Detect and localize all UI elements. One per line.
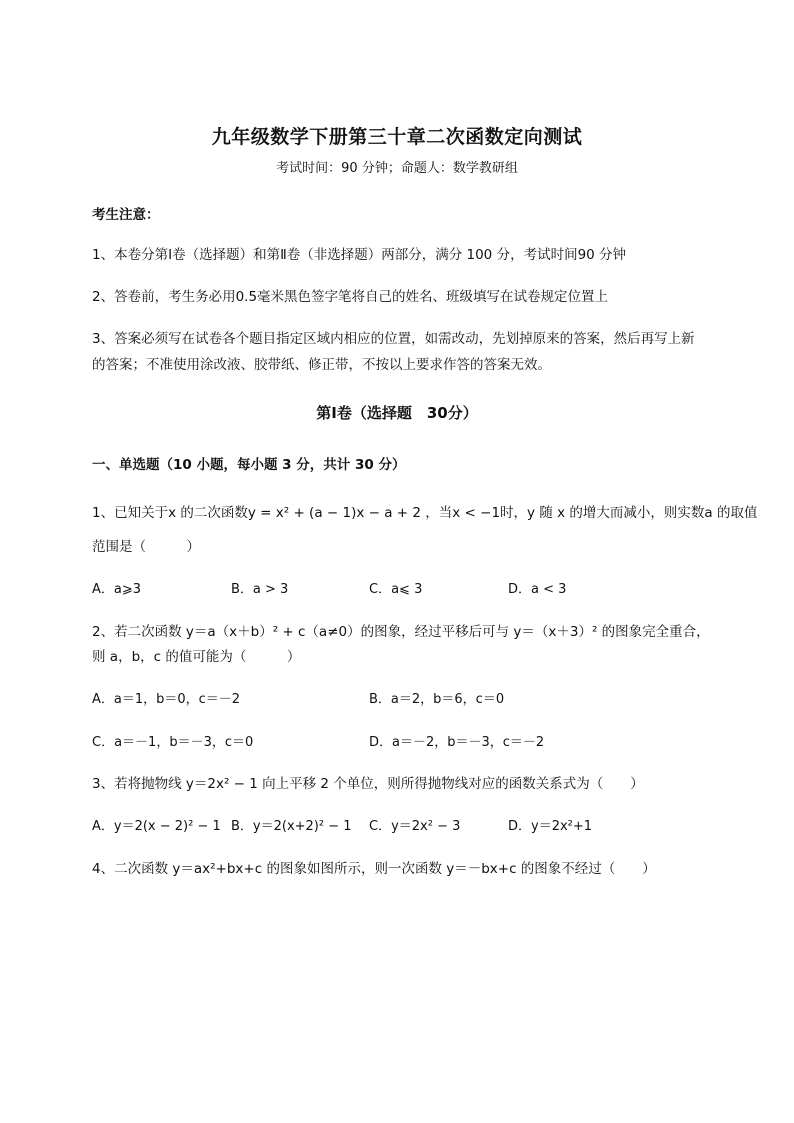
question-2-option-b: B．a＝2，b＝6，c＝0 (369, 692, 505, 707)
question-1-option-b: B．a > 3 (231, 582, 289, 597)
exam-info: 考试时间：90 分钟；命题人：数学教研组 (276, 161, 518, 176)
question-2-text-cont: 则 a，b，c 的值可能为（ ） (92, 649, 301, 665)
question-3-option-d: D．y＝2x²+1 (508, 819, 593, 834)
question-1-option-c: C．a⩽ 3 (369, 582, 423, 597)
notice-item-2: 2、答卷前，考生务必用0.5毫米黑色签字笔将自己的姓名、班级填写在试卷规定位置上 (92, 289, 609, 305)
page-title: 九年级数学下册第三十章二次函数定向测试 (211, 126, 583, 148)
notice-heading: 考生注意： (92, 207, 160, 223)
notice-item-3: 3、答案必须写在试卷各个题目指定区域内相应的位置，如需改动，先划掉原来的答案，然后再写上新 (92, 331, 695, 347)
question-2-option-c: C．a＝－1，b＝－3，c＝0 (92, 735, 254, 750)
notice-item-1: 1、本卷分第Ⅰ卷（选择题）和第Ⅱ卷（非选择题）两部分，满分 100 分，考试时间90 分钟 (92, 247, 627, 263)
question-3-option-b: B．y＝2(x+2)² − 1 (231, 819, 352, 834)
question-1-text: 1、已知关于x 的二次函数y = x² + (a − 1)x − a + 2 ，当x < −1时，y 随 x 的增大而减小，则实数a 的取值 (92, 505, 758, 521)
question-1-option-d: D．a < 3 (508, 582, 567, 597)
question-3-option-c: C．y＝2x² − 3 (369, 819, 461, 834)
question-2-option-d: D．a＝－2，b＝－3，c＝－2 (369, 735, 545, 750)
section-heading: 一、单选题（10 小题，每小题 3 分，共计 30 分） (92, 457, 406, 473)
question-2-option-a: A．a＝1，b＝0，c＝－2 (92, 692, 241, 707)
notice-item-3-cont: 的答案；不准使用涂改液、胶带纸、修正带，不按以上要求作答的答案无效。 (92, 357, 551, 373)
question-2-text: 2、若二次函数 y＝a（x＋b）² + c（a≠0）的图象，经过平移后可与 y＝（x＋3）² 的图象完全重合， (92, 624, 710, 640)
question-3-option-a: A．y＝2(x − 2)² − 1 (92, 819, 221, 834)
question-1-text-cont: 范围是（ ） (92, 539, 200, 555)
question-4-text: 4、二次函数 y＝ax²+bx+c 的图象如图所示，则一次函数 y＝－bx+c 的图象不经过（ ） (92, 861, 656, 877)
question-3-text: 3、若将抛物线 y＝2x² − 1 向上平移 2 个单位，则所得抛物线对应的函数关系式为（ ） (92, 776, 644, 792)
part1-title: 第Ⅰ卷（选择题 30分） (316, 404, 478, 422)
question-1-option-a: A．a⩾3 (92, 582, 142, 597)
